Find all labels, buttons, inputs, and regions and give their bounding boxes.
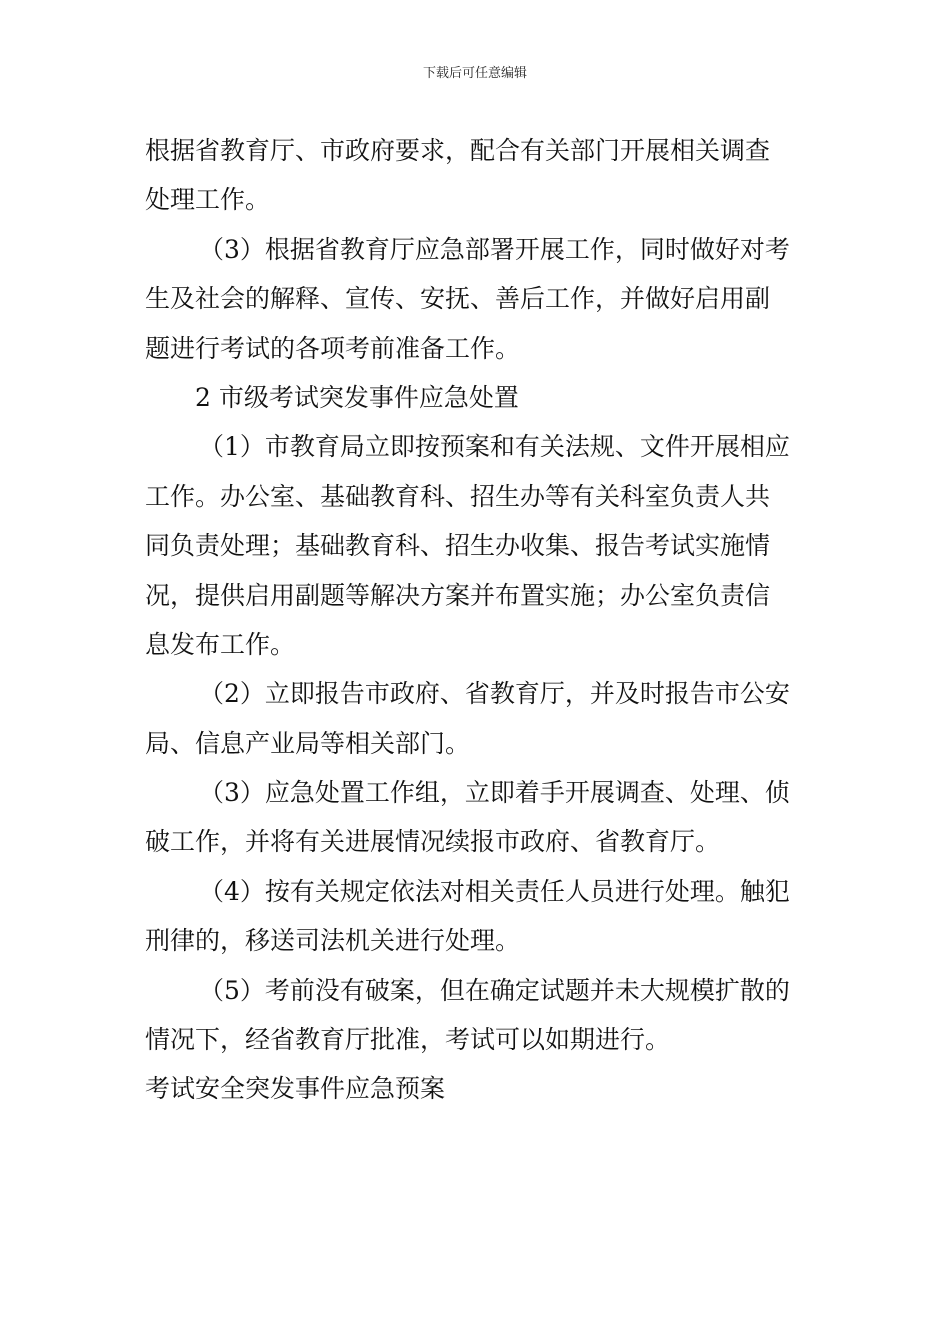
paragraph-start-line: （4）按有关规定依法对相关责任人员进行处理。触犯 xyxy=(199,876,790,906)
body-line: 况，提供启用副题等解决方案并布置实施；办公室负责信 xyxy=(145,580,771,610)
paragraph-start-line: （3）应急处置工作组，立即着手开展调查、处理、侦 xyxy=(199,778,790,808)
page-header-note: 下载后可任意编辑 xyxy=(422,66,527,81)
body-line: 息发布工作。 xyxy=(145,629,296,659)
body-line: 刑律的，移送司法机关进行处理。 xyxy=(145,926,521,956)
paragraph-start-line: （5）考前没有破案，但在确定试题并未大规模扩散的 xyxy=(199,975,790,1005)
body-line: 处理工作。 xyxy=(145,185,271,215)
paragraph-start-line: （2）立即报告市政府、省教育厅，并及时报告市公安 xyxy=(199,679,790,709)
paragraph-start-line: （3）根据省教育厅应急部署开展工作，同时做好对考 xyxy=(199,234,790,264)
body-line: 情况下，经省教育厅批准，考试可以如期进行。 xyxy=(145,1025,671,1055)
body-line: 根据省教育厅、市政府要求，配合有关部门开展相关调查 xyxy=(145,136,771,165)
body-line: 破工作，并将有关进展情况续报市政府、省教育厅。 xyxy=(145,827,721,857)
body-line: 工作。办公室、基础教育科、招生办等有关科室负责人共 xyxy=(145,481,771,511)
section-heading: 2 市级考试突发事件应急处置 xyxy=(195,382,519,412)
body-line: 生及社会的解释、宣传、安抚、善后工作，并做好启用副 xyxy=(145,284,771,314)
document-body xyxy=(145,126,810,1114)
body-line: 题进行考试的各项考前准备工作。 xyxy=(145,333,521,363)
body-line: 同负责处理；基础教育科、招生办收集、报告考试实施情 xyxy=(145,531,771,561)
document-title-line: 考试安全突发事件应急预案 xyxy=(145,1074,446,1104)
paragraph-start-line: （1）市教育局立即按预案和有关法规、文件开展相应 xyxy=(199,432,790,462)
body-line: 局、信息产业局等相关部门。 xyxy=(145,728,471,758)
